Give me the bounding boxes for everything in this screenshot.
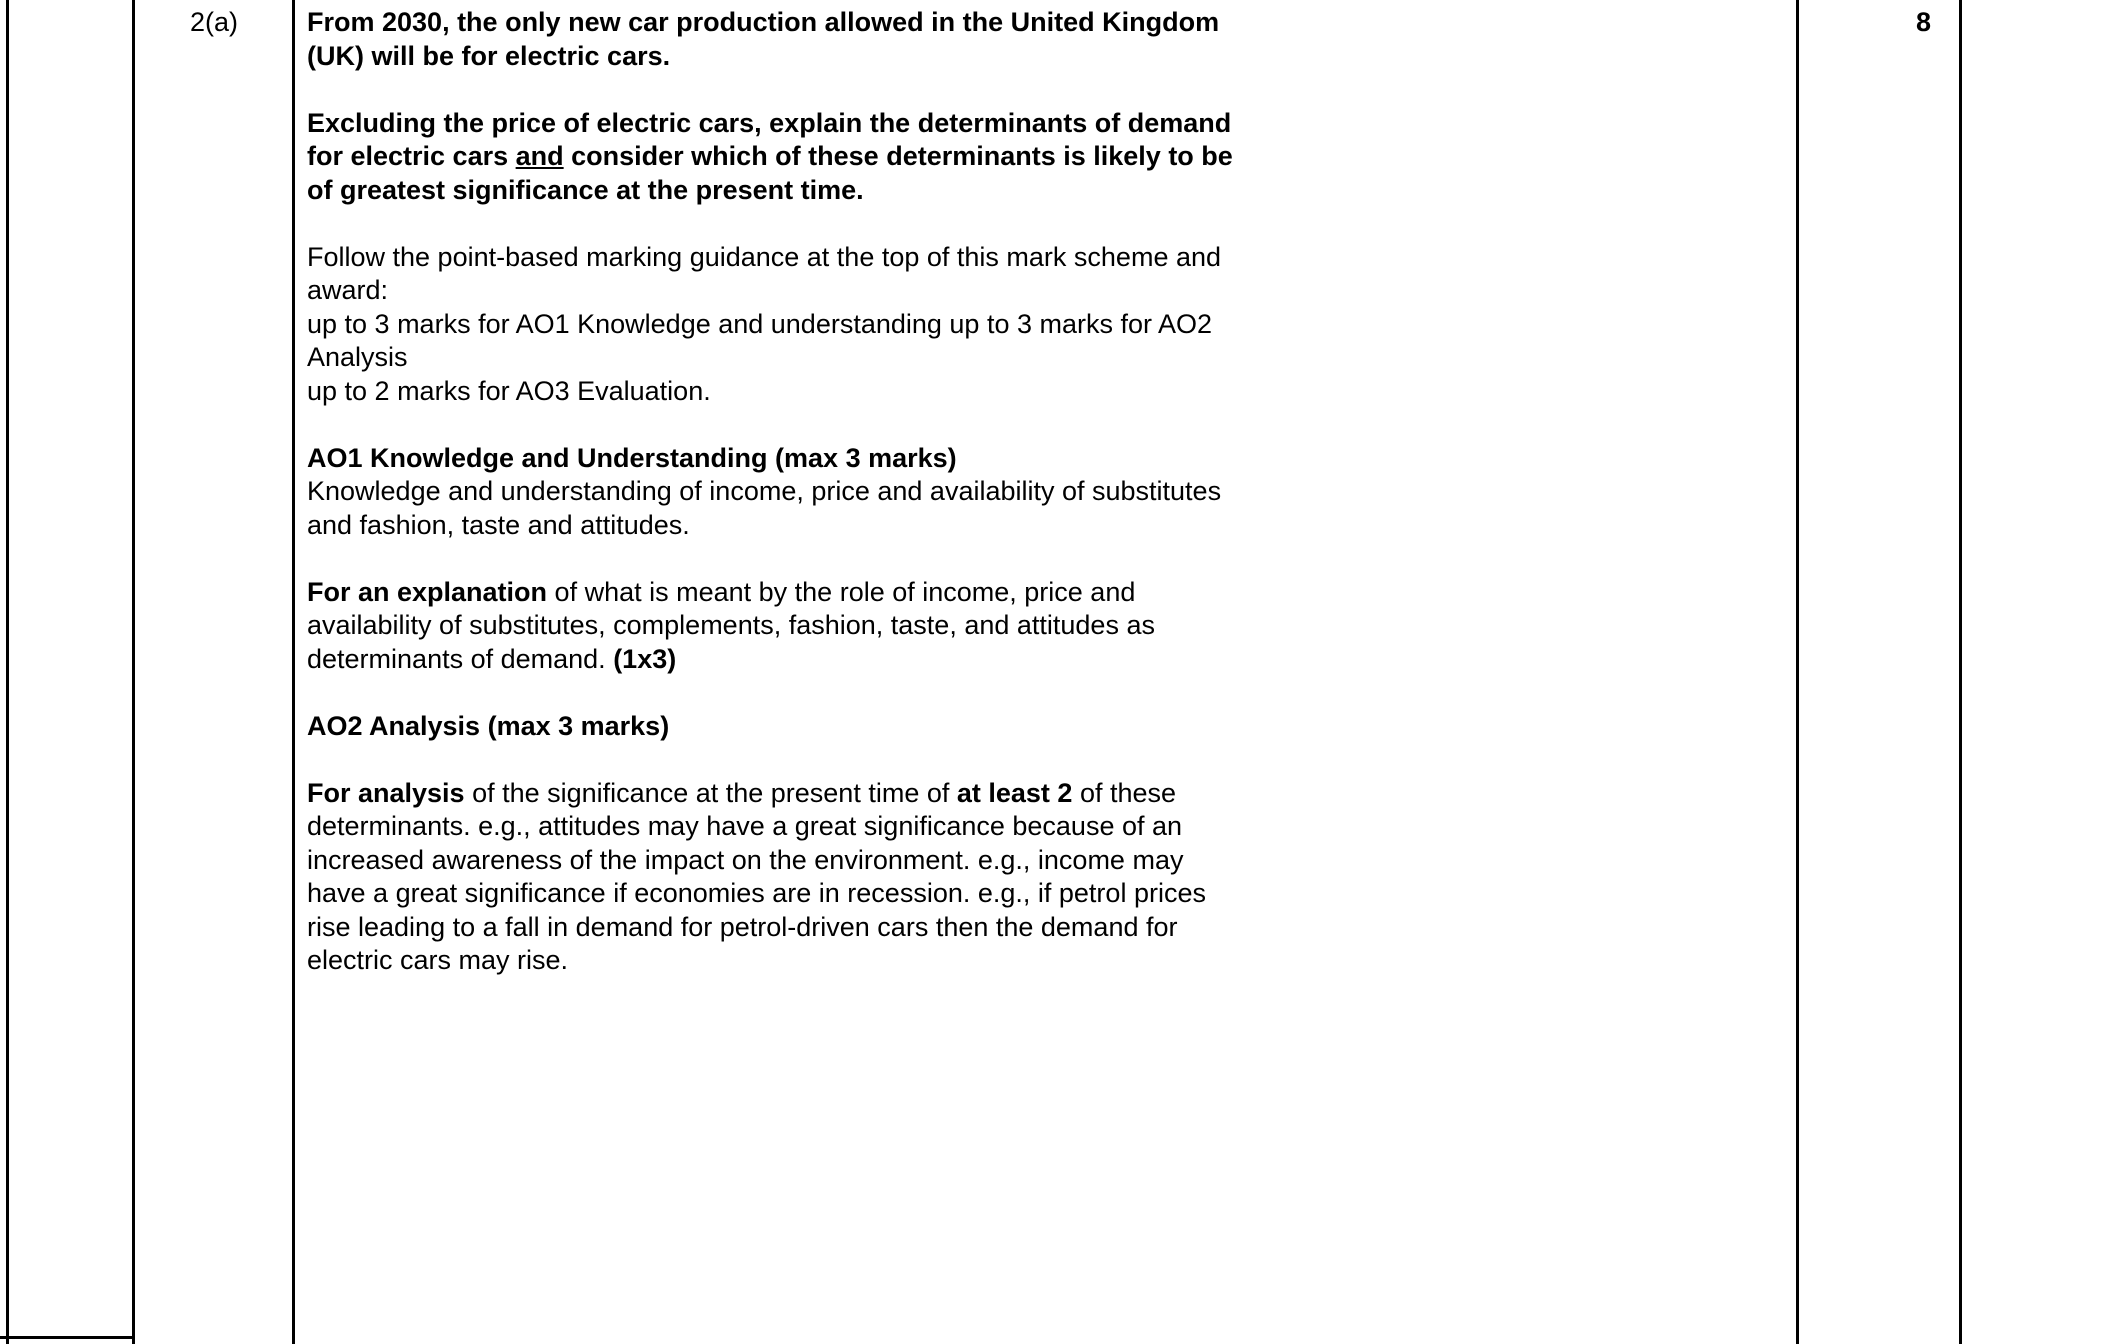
marks-value: 8 — [1915, 7, 1931, 37]
answer-line — [307, 241, 1787, 275]
marks-cell — [1799, 6, 1959, 40]
answer-line — [307, 442, 1787, 476]
answer-paragraph — [307, 107, 1787, 208]
answer-line — [307, 844, 1787, 878]
answer-text-segment: From 2030, the only new car production allowed in the United Kingdom — [307, 7, 1220, 37]
answer-text-segment: up to 3 marks for AO1 Knowledge and understanding up to 3 marks for AO2 — [307, 308, 1213, 339]
answer-line — [307, 107, 1787, 141]
answer-line — [307, 810, 1787, 844]
answer-text-segment: of greatest significance at the present time. — [307, 174, 864, 205]
answer-text-segment: determinants of demand. — [307, 643, 614, 674]
answer-line — [307, 509, 1787, 543]
answer-text-segment: AO1 Knowledge and Understanding (max 3 marks) — [307, 442, 957, 473]
answer-line — [307, 6, 1787, 40]
answer-text-segment: electric cars may rise. — [307, 945, 569, 975]
answer-text-segment: AO2 Analysis (max 3 marks) — [307, 710, 670, 741]
answer-text-segment: increased awareness of the impact on the environment. e.g., income may — [307, 844, 1184, 875]
answer-line — [307, 375, 1787, 409]
answer-paragraph — [307, 710, 1787, 744]
answer-text-segment: at least 2 — [956, 777, 1073, 808]
answer-text-segment: determinants. e.g., attitudes may have a great significance because of an — [307, 811, 1183, 841]
answer-text-segment: Analysis — [307, 342, 408, 372]
answer-text-segment: and fashion, taste and attitudes. — [307, 509, 690, 540]
answer-line — [307, 274, 1787, 308]
answer-text-segment: availability of substitutes, complements, fashion, taste, and attitudes as — [307, 610, 1155, 640]
answer-text-segment: Excluding the price of electric cars, explain the determinants of demand — [307, 107, 1232, 138]
answer-text-segment: and — [515, 141, 564, 171]
answer-text-segment: (UK) will be for electric cars. — [307, 40, 671, 71]
answer-line — [307, 140, 1787, 174]
answer-text-segment: of these — [1072, 777, 1177, 808]
table-border-outer-left — [6, 0, 9, 1344]
answer-text-segment: For analysis — [307, 777, 465, 808]
table-border-marks-left — [1796, 0, 1799, 1344]
answer-text-segment: of the significance at the present time of — [464, 777, 957, 808]
answer-text-segment: rise leading to a fall in demand for petrol-driven cars then the demand for — [307, 911, 1178, 942]
answer-text-segment: (1x3) — [613, 643, 677, 674]
answer-paragraph — [307, 442, 1787, 543]
answer-cell — [307, 6, 1787, 1011]
answer-line — [307, 643, 1787, 677]
answer-text-segment: of what is meant by the role of income, price and — [547, 576, 1136, 607]
table-border-question-left — [132, 0, 135, 1344]
answer-text-segment: consider which of these determinants is likely to be — [563, 141, 1233, 171]
table-border-marks-right — [1959, 0, 1962, 1344]
answer-text-segment: award: — [307, 275, 389, 305]
answer-text-segment: for electric cars — [307, 141, 516, 171]
answer-text-segment: have a great significance if economies are in recession. e.g., if petrol prices — [307, 878, 1206, 908]
answer-line — [307, 308, 1787, 342]
answer-line — [307, 609, 1787, 643]
question-number-cell — [135, 6, 293, 40]
answer-line — [307, 174, 1787, 208]
answer-line — [307, 40, 1787, 74]
table-border-answer-left — [292, 0, 295, 1344]
answer-text-segment: For an explanation — [307, 576, 548, 607]
answer-paragraph — [307, 777, 1787, 978]
answer-paragraph — [307, 241, 1787, 409]
answer-line — [307, 944, 1787, 978]
answer-line — [307, 710, 1787, 744]
answer-text-segment: Knowledge and understanding of income, price and availability of substitutes — [307, 476, 1222, 506]
answer-line — [307, 777, 1787, 811]
answer-line — [307, 911, 1787, 945]
answer-paragraph — [307, 6, 1787, 73]
answer-text-segment: Follow the point-based marking guidance at the top of this mark scheme and — [307, 241, 1222, 272]
question-number: 2(a) — [189, 7, 238, 37]
answer-line — [307, 877, 1787, 911]
answer-line — [307, 341, 1787, 375]
answer-text-segment: up to 2 marks for AO3 Evaluation. — [307, 375, 711, 406]
answer-paragraph — [307, 576, 1787, 677]
answer-line — [307, 576, 1787, 610]
table-row-divider — [0, 1336, 135, 1339]
answer-line — [307, 475, 1787, 509]
